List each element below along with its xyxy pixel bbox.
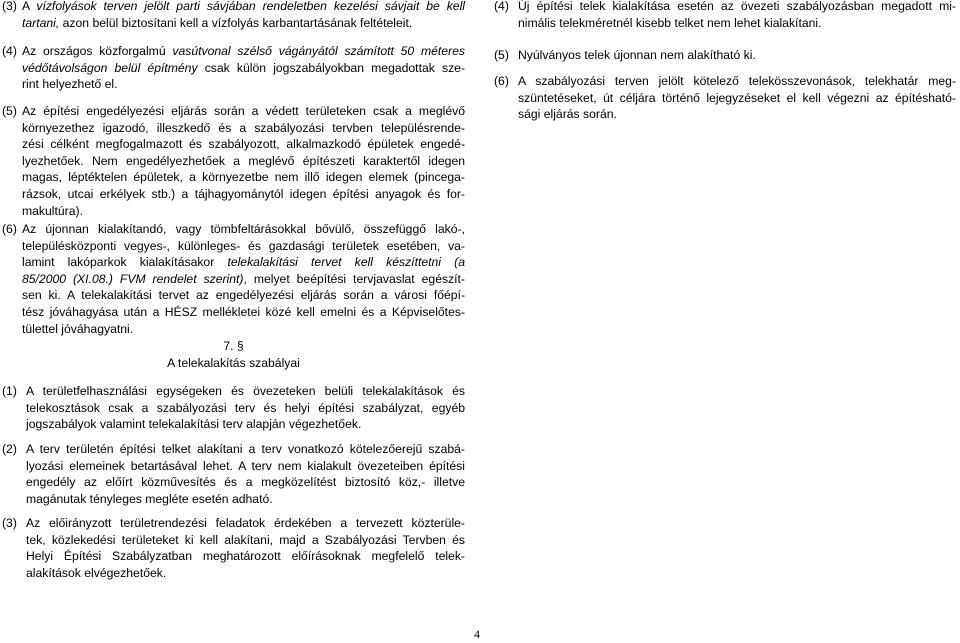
paragraph-number: (6) [494,74,509,88]
text-segment: sen ki. A telekalakítási tervet az engedélyezési eljárás során a városi főépí- [22,288,465,303]
text-line [26,416,465,433]
text-line [26,532,465,549]
text-line [22,43,465,60]
text-line [22,120,465,137]
paragraph-body [22,43,465,93]
text-segment: jogszabályok valamint telekalakítási terv alapján végezhetőek. [26,417,362,432]
text-line [22,103,465,120]
bottom-paragraph-3 [2,515,465,581]
section-heading [2,338,465,372]
left-paragraph-5 [2,103,465,219]
bottom-paragraph-1 [2,383,465,433]
text-segment: nimális telekméretnél kisebb telket nem lehet kialakítani. [518,15,822,30]
text-line [518,73,956,90]
text-segment: Az építési engedélyezési eljárás során a védett területeken csak a meglévő [22,104,465,118]
paragraph-body [22,103,465,219]
page-number: 4 [474,627,480,641]
text-segment: Nyúlványos telek újonnan nem alakítható ki. [518,48,756,62]
text-line [22,0,465,15]
paragraph-number: (1) [2,384,17,398]
text-line [22,221,465,238]
text-line [26,565,465,582]
text-segment: A [22,0,37,13]
paragraph-body [26,383,465,433]
paragraph-body [22,0,465,31]
text-segment: A szabályozási terven jelölt kötelező telekösszevonások, telekhatár meg- [518,74,956,88]
left-paragraph-6 [2,221,465,337]
text-segment: alakítások elvégezhetőek. [26,565,167,580]
paragraph-body [22,221,465,337]
text-line [22,271,465,288]
paragraph-number: (2) [2,442,17,456]
text-segment: rázsok, utcai erkélyek stb.) a tájhagyománytól idegen építési anyagok és for- [22,186,465,201]
text-segment: , melyet beépítési tervjavaslat egészít- [243,271,465,286]
text-line [22,321,465,338]
text-segment: A területfelhasználási egységeken és övezeteken belüli telekalakítások és [26,384,465,398]
text-segment: sági eljárás során. [518,107,617,122]
text-segment: Az előirányzott területrendezési feladatok érdekében a tervezett közterüle- [26,516,465,530]
paragraph-body [518,73,956,123]
text-segment: csak külön jogszabályokban megadottak sze- [197,60,465,75]
text-line [518,106,956,123]
text-line [26,515,465,532]
bottom-paragraph-2 [2,441,465,507]
text-line [26,474,465,491]
text-line [22,203,465,220]
text-segment: A terv területén építési telket alakítani a terv vonatkozó kötelezőerejű szabá- [26,442,465,456]
paragraph-number: (5) [2,104,17,118]
text-segment: tek, közlekedési területeket ki kell alakítani, majd a Szabályozási Tervben és [26,532,465,547]
text-segment: Az országos közforgalmú [22,44,173,58]
text-segment: tülettel jóváhagyatni. [22,321,134,336]
text-line [26,400,465,417]
right-paragraph-4 [494,0,956,31]
text-line [26,548,465,565]
text-segment: településközponti vegyes-, különleges- és gazdasági területek esetében, va- [22,238,465,253]
text-segment: magas, léptéktelen épületek, a környezetbe nem illő idegen elemek (pincega- [22,170,465,185]
text-segment: azon belül biztosítani kell a vízfolyás karbantartásának feltételeit. [59,15,413,30]
text-segment: makultúra). [22,203,83,218]
text-line [518,47,956,64]
italic-text: tartani, [22,15,60,30]
text-segment: zési célként megfogalmazott és szabályozott, alkalmazkodó épületek engedé- [22,137,465,152]
paragraph-number: (4) [2,44,17,58]
left-paragraph-4 [2,43,465,93]
text-segment: lamint lakóparkok kialakításakor [22,255,228,270]
text-line [26,383,465,400]
paragraph-body [26,515,465,581]
text-line [518,90,956,107]
italic-text: vízfolyások terven jelölt parti sávjában rendeletben kezelési sávjait be kell [36,0,465,13]
italic-text: telekalakítási tervet kell készíttetni (a [227,255,465,270]
text-segment: szüntetéseket, út céljára történő lejegyzéseket el kell végezni az építésható- [518,90,956,105]
paragraph-body [518,47,956,64]
paragraph-number: (4) [494,0,509,13]
paragraph-body [26,441,465,507]
text-segment: Az újonnan kialakítandó, vagy tömbfeltárásokkal bővülő, összefüggő lakó-, [22,222,465,236]
italic-text: vasútvonal szélső vágányától számított 50 méteres [172,44,466,58]
section-title: A telekalakítás szabályai [167,356,300,370]
text-line [22,153,465,170]
text-segment: Új építési telek kialakítása esetén az övezeti szabályozásban megadott mi- [518,0,956,13]
paragraph-body [518,0,956,31]
left-paragraph-3 [2,0,465,31]
section-number: 7. § [223,339,244,353]
paragraph-number: (3) [2,0,17,13]
paragraph-number: (5) [494,48,509,62]
text-segment: lyozási elemeinek betartásával lehet. A terv nem kialakult övezeteiben építési [26,458,465,473]
right-paragraph-6 [494,73,956,123]
text-segment: magánutak tényleges megléte esetén adható. [26,491,273,506]
text-segment: Helyi Építési Szabályzatban meghatározott előírásoknak megfelelő telek- [26,549,465,564]
text-segment: környezethez igazodó, illeszkedő és a szabályozási tervben településrende- [22,120,465,135]
italic-text: 85/2000 (XI.08.) FVM rendelet szerint) [22,271,244,286]
text-line [22,186,465,203]
text-segment: lyezhetőek. Nem engedélyezhetőek a meglévő építészeti karaktertől idegen [22,153,465,168]
paragraph-number: (3) [2,516,17,530]
italic-text: védőtávolságon belül építmény [22,60,198,75]
text-segment: rint helyezhető el. [22,77,118,92]
text-line [22,60,465,77]
text-line [26,458,465,475]
text-line [22,15,465,32]
text-line [22,304,465,321]
text-line [22,76,465,93]
text-line [26,441,465,458]
text-line [22,254,465,271]
paragraph-number: (6) [2,222,17,236]
text-segment: tész jóváhagyása után a HÉSZ mellékletei közé kell emelni és a Képviselőtes- [22,304,465,319]
text-line [22,287,465,304]
text-line [22,238,465,255]
text-segment: engedély az előírt közművesítés és a megközelítést biztosító köz,- illetve [26,475,465,490]
text-line [22,169,465,186]
text-line [26,491,465,508]
text-line [518,0,956,15]
text-line [22,136,465,153]
right-paragraph-5 [494,47,956,64]
text-segment: telekosztások csak a szabályozási terv és helyi építési szabályzat, egyéb [26,400,465,415]
text-line [518,15,956,32]
